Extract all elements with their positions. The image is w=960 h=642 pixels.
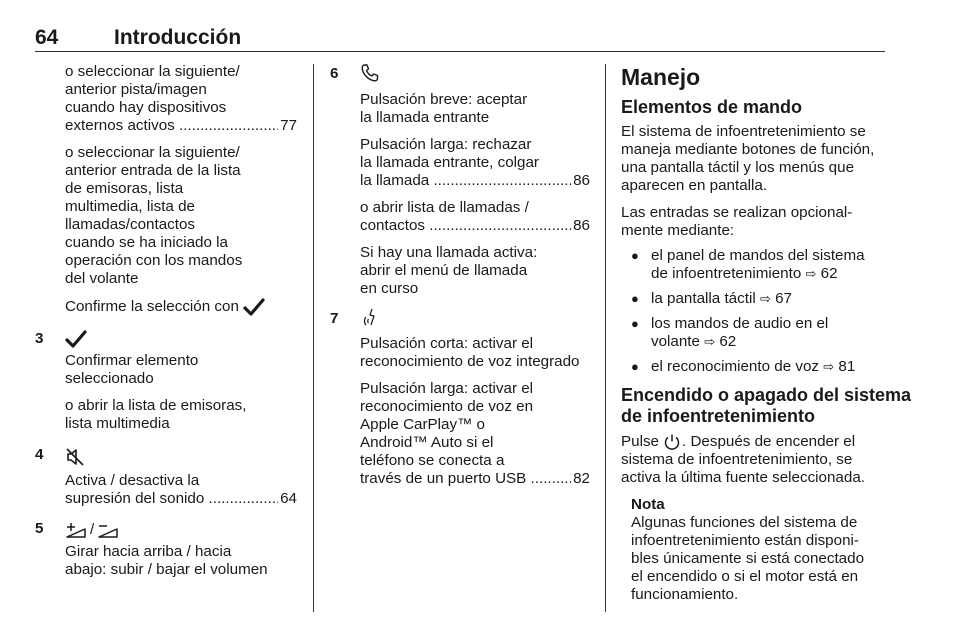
text-line: o abrir lista de llamadas / (360, 199, 529, 216)
text-line: o seleccionar la siguiente/ (65, 63, 240, 80)
phone-icon (360, 63, 380, 83)
text-line: del volante (65, 270, 139, 287)
text-line: llamadas/contactos (65, 216, 196, 233)
text-line: Android™ Auto si el (360, 434, 494, 451)
text-line: mente mediante: (621, 222, 735, 239)
xref-arrow-icon: ⇨ (759, 292, 771, 307)
page-ref[interactable]: 62 (820, 265, 838, 282)
column-divider-2 (605, 64, 606, 612)
text-line: o seleccionar la siguiente/ (65, 144, 240, 161)
text-line: El sistema de infoentretenimiento se (621, 123, 866, 140)
icon-row (65, 517, 297, 543)
text-line: abrir el menú de llamada (360, 262, 528, 279)
item-4 (35, 442, 297, 508)
subsection-heading (621, 385, 912, 427)
icon-row (360, 307, 590, 335)
page-ref[interactable]: 67 (775, 290, 792, 307)
voice-recognition-icon (360, 307, 380, 329)
text-line: seleccionado (65, 370, 154, 387)
text-line: infoentretenimiento están disponi- (631, 532, 859, 549)
text-line: Las entradas se realizan opcional- (621, 204, 853, 221)
text-line: ● los mandos de audio en el (651, 315, 829, 332)
text: el reconocimiento de voz (651, 358, 819, 375)
text-line: la llamada entrante, colgar (360, 154, 539, 171)
toc-line (360, 470, 590, 488)
volume-up-icon (65, 521, 87, 539)
toc-text: través de un puerto USB ..... (360, 470, 571, 488)
text-line: o abrir la lista de emisoras, (65, 397, 247, 414)
text-line: de emisoras, lista (65, 180, 184, 197)
paragraph (360, 136, 590, 190)
text-line: activa la última fuente seleccionada. (621, 469, 865, 486)
text-line (651, 265, 889, 284)
toc-text: contactos ..... (360, 217, 571, 235)
toc-text: supresión del sonido ..... (65, 490, 278, 508)
text-line (651, 290, 889, 309)
paragraph (65, 543, 297, 579)
text-line: sistema de infoentretenimiento, se (621, 451, 853, 468)
text-line (651, 358, 889, 377)
item-6 (330, 63, 590, 298)
header-rule (35, 51, 885, 52)
text: . Después de encender el (682, 433, 856, 450)
item-number: 7 (330, 310, 339, 327)
text-line: ● el panel de mandos del sistema (651, 247, 865, 264)
subsection-heading: Elementos de mando (621, 97, 803, 117)
list-item (621, 358, 889, 377)
list-item (621, 290, 889, 309)
text-line: Pulsación corta: activar el (360, 335, 534, 352)
text-line: Pulsación larga: rechazar (360, 136, 532, 153)
toc-line (65, 490, 297, 508)
toc-line (65, 117, 297, 135)
paragraph (621, 204, 889, 240)
volume-down-icon (97, 521, 119, 539)
text-line: teléfono se conecta a (360, 452, 505, 469)
item-3 (35, 326, 297, 433)
page-ref: 64 (280, 490, 297, 507)
checkmark-icon (243, 297, 265, 317)
xref-arrow-icon: ⇨ (704, 335, 716, 350)
paragraph (65, 472, 297, 508)
text-line: anterior pista/imagen (65, 81, 207, 98)
paragraph (360, 91, 590, 127)
text-line: maneja mediante botones de función, (621, 141, 875, 158)
text: la pantalla táctil (651, 290, 756, 307)
page-header (35, 26, 885, 54)
checkmark-icon (65, 329, 87, 349)
heading-line: Encendido o apagado del sistema (621, 385, 912, 405)
text-line: Activa / desactiva la (65, 472, 200, 489)
toc-line (360, 172, 590, 190)
column-1 (35, 63, 297, 588)
toc-line (360, 217, 590, 235)
text-line: en curso (360, 280, 419, 297)
page-title: Introducción (114, 26, 242, 49)
toc-text: externos activos ..... (65, 117, 278, 135)
item-5 (35, 517, 297, 579)
bullet-list (621, 247, 889, 377)
paragraph (621, 433, 889, 487)
paragraph (65, 144, 297, 288)
mute-icon (65, 447, 85, 467)
toc-text: la llamada ..... (360, 172, 571, 190)
text-line: Confirme la selección con (65, 298, 239, 315)
text-line (651, 333, 889, 352)
page-ref: 86 (573, 172, 590, 189)
section-heading: Manejo (621, 64, 701, 90)
paragraph (360, 335, 590, 371)
text-line: funcionamiento. (631, 586, 739, 603)
item-number: 5 (35, 520, 44, 537)
item-7 (330, 307, 590, 488)
xref-arrow-icon: ⇨ (805, 267, 817, 282)
text: Pulse (621, 433, 659, 450)
column-divider-1 (313, 64, 314, 612)
text-line: Apple CarPlay™ o (360, 416, 485, 433)
paragraph (621, 123, 889, 195)
text-line: Girar hacia arriba / hacia (65, 543, 232, 560)
page-ref: 77 (280, 117, 297, 134)
text-line: reconocimiento de voz integrado (360, 353, 580, 370)
text-line: la llamada entrante (360, 109, 490, 126)
text-line: anterior entrada de la lista (65, 162, 241, 179)
note-box (631, 496, 889, 604)
continued-text (35, 63, 297, 317)
item-number: 6 (330, 65, 339, 82)
paragraph (360, 380, 590, 488)
item-number: 4 (35, 446, 44, 463)
note-title: Nota (631, 496, 665, 513)
text-line: operación con los mandos (65, 252, 243, 269)
text-line: Algunas funciones del sistema de (631, 514, 858, 531)
separator: / (90, 521, 95, 538)
paragraph (65, 397, 297, 433)
text-line: lista multimedia (65, 415, 170, 432)
icon-row (65, 442, 297, 472)
page-ref: 86 (573, 217, 590, 234)
text-line: reconocimiento de voz en (360, 398, 534, 415)
text-line: una pantalla táctil y los menús que (621, 159, 855, 176)
power-icon (663, 433, 681, 451)
text-line: cuando hay dispositivos (65, 99, 227, 116)
text-line (621, 433, 889, 451)
heading-line: de infoentretenimiento (621, 406, 816, 426)
text-line: bles únicamente si está conectado (631, 550, 865, 567)
paragraph (360, 199, 590, 235)
xref-arrow-icon: ⇨ (823, 360, 835, 375)
text-line: aparecen en pantalla. (621, 177, 768, 194)
page-ref: 82 (573, 470, 590, 487)
paragraph (65, 352, 297, 388)
text-line: el encendido o si el motor está en (631, 568, 859, 585)
icon-row (360, 63, 590, 91)
page-number: 64 (35, 26, 59, 49)
text-line: abajo: subir / bajar el volumen (65, 561, 268, 578)
icon-row (65, 326, 297, 352)
list-item (621, 315, 889, 352)
column-2 (330, 63, 590, 497)
column-3 (621, 64, 912, 604)
paragraph (360, 244, 590, 298)
paragraph (65, 297, 297, 317)
item-number: 3 (35, 330, 44, 347)
text-line: Pulsación breve: aceptar (360, 91, 528, 108)
page-ref[interactable]: 81 (838, 358, 856, 375)
text: de infoentretenimiento (651, 265, 802, 282)
text-line: cuando se ha iniciado la (65, 234, 228, 251)
text: volante (651, 333, 700, 350)
text-line: multimedia, lista de (65, 198, 195, 215)
text-line: Si hay una llamada activa: (360, 244, 538, 261)
paragraph (65, 63, 297, 135)
page-ref[interactable]: 62 (719, 333, 737, 350)
list-item (621, 247, 889, 284)
text-line: Confirmar elemento (65, 352, 199, 369)
text-line: Pulsación larga: activar el (360, 380, 534, 397)
